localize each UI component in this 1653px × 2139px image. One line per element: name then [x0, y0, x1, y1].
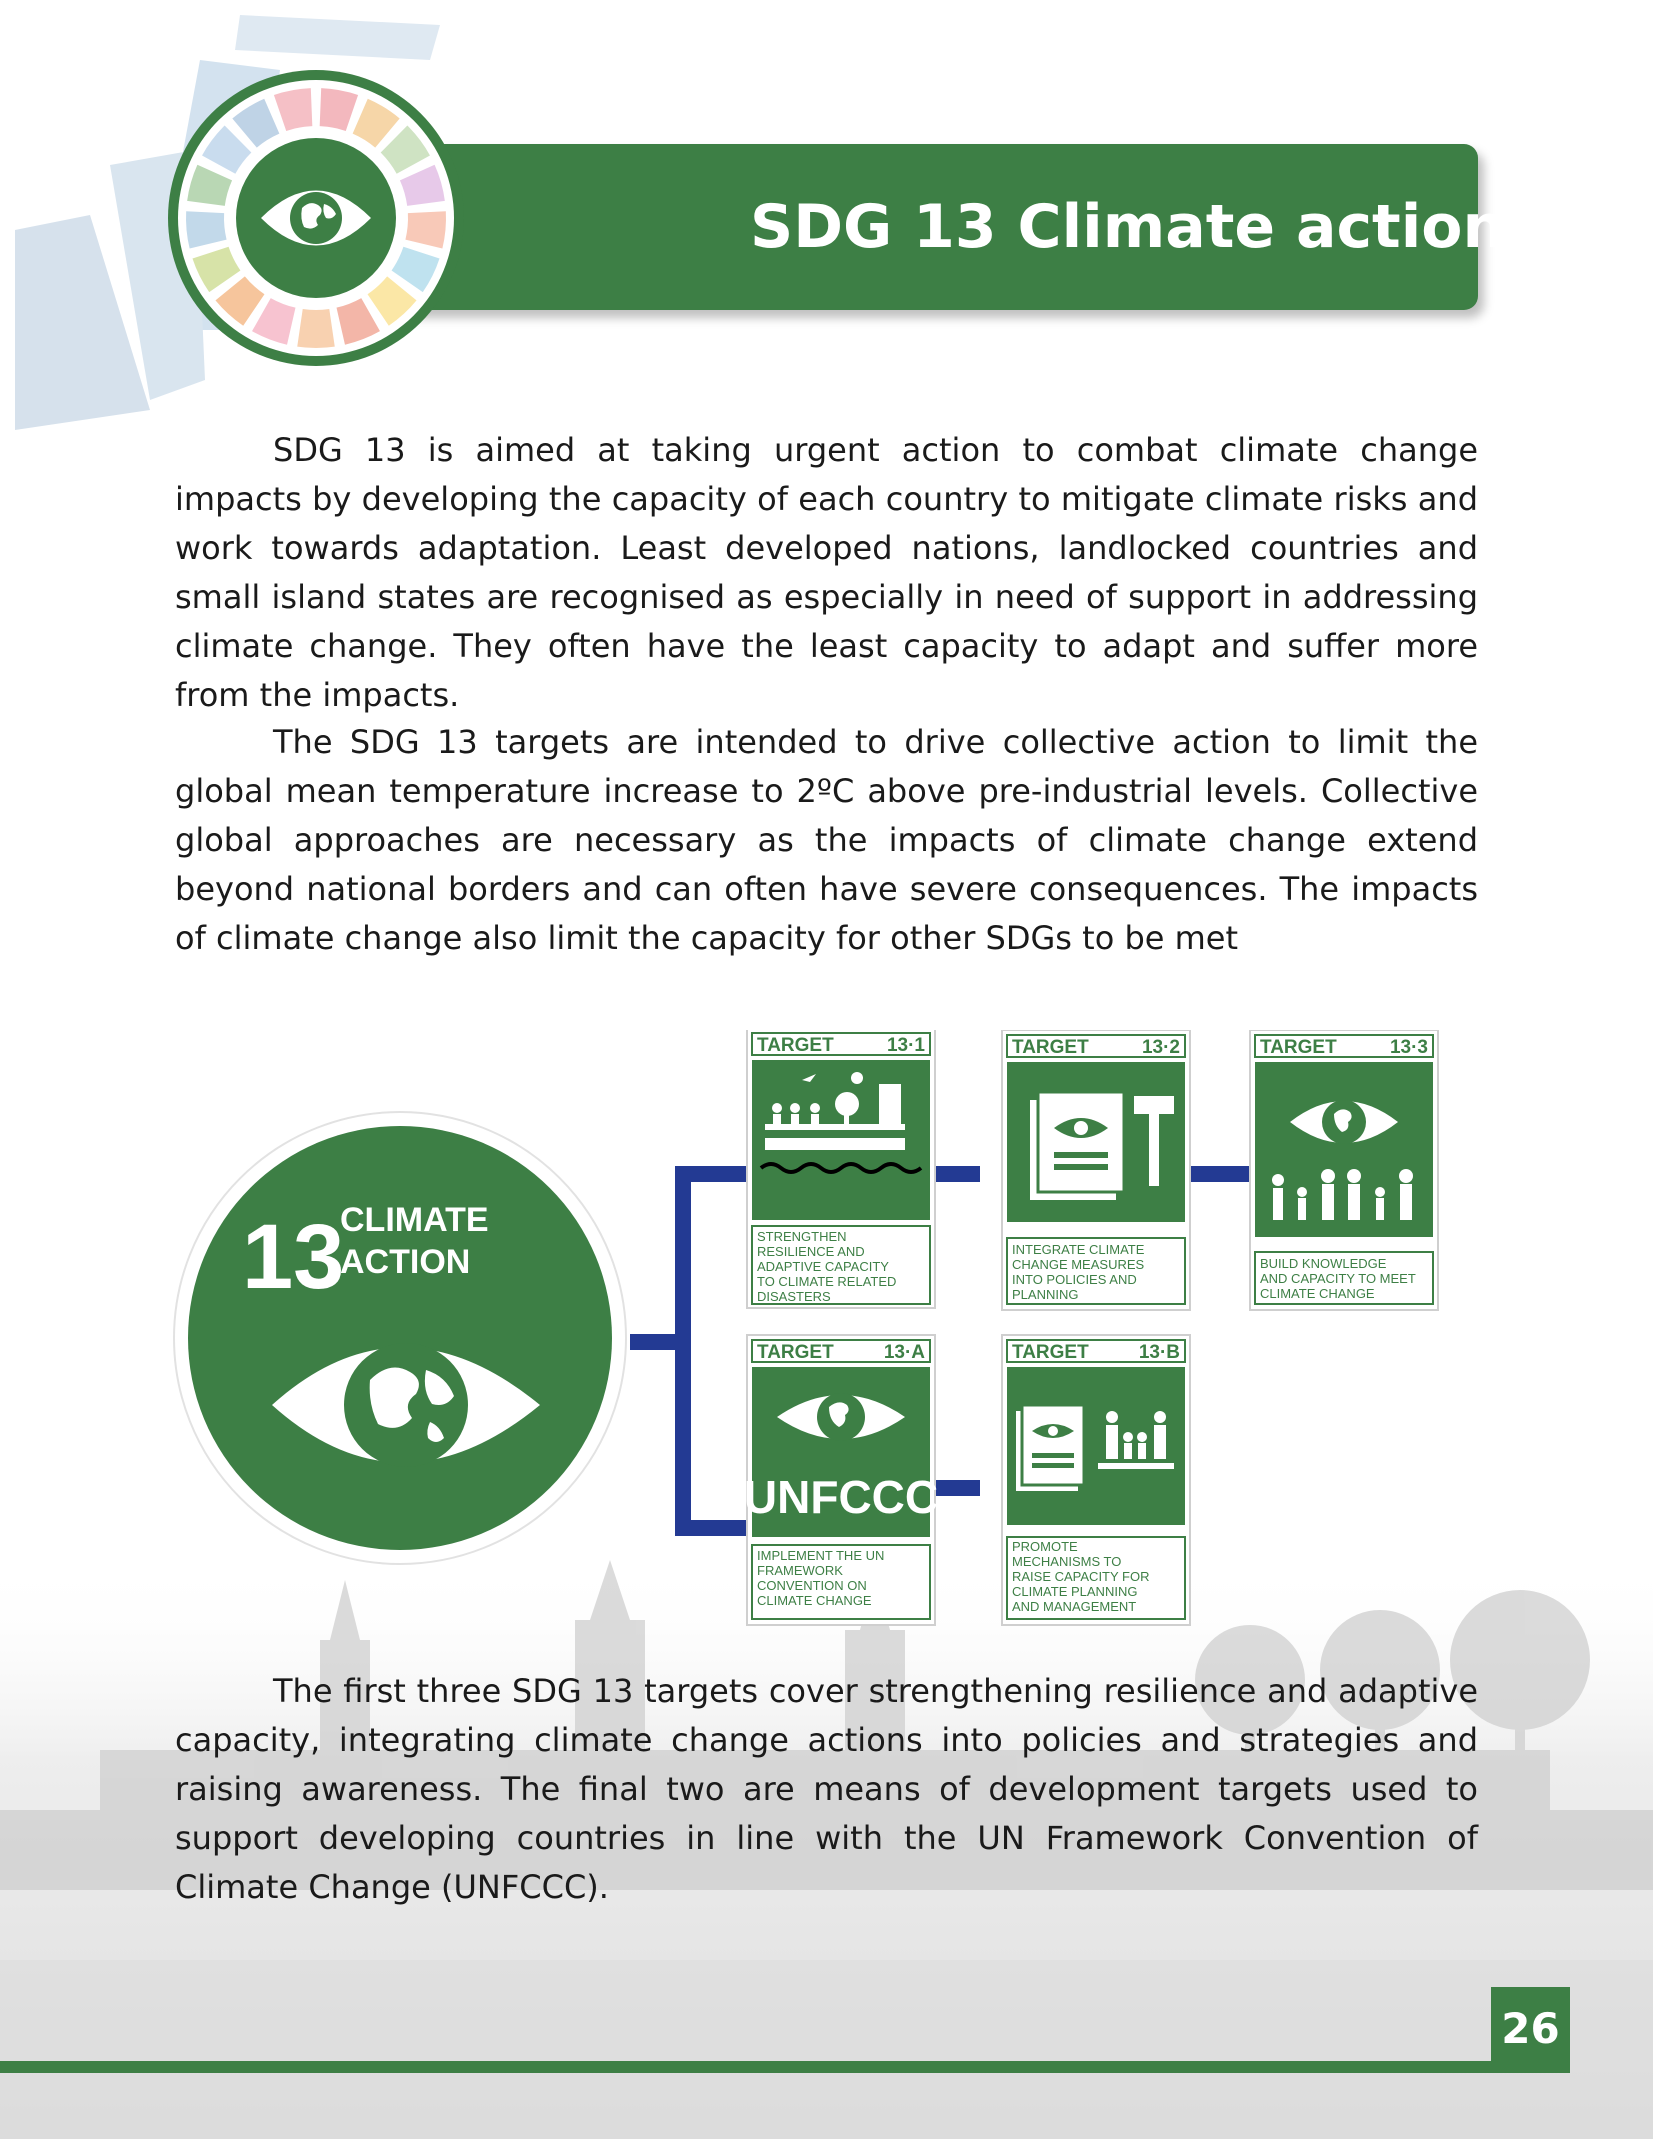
policy-gavel-icon: [1030, 1092, 1174, 1200]
sdg-wheel-logo: [166, 68, 466, 368]
wheel-segment: [297, 309, 335, 348]
target-number: 13·A: [883, 1342, 925, 1363]
target-description: BUILD KNOWLEDGE AND CAPACITY TO MEET CLIMATE CHANGE: [1260, 1256, 1416, 1301]
target-number: 13·3: [1389, 1037, 1428, 1058]
target-label: TARGET: [1012, 1342, 1089, 1363]
target-description: IMPLEMENT THE UN FRAMEWORK CONVENTION ON CLIMATE CHANGE: [757, 1548, 885, 1608]
title-banner: [330, 144, 1506, 310]
targets-summary-paragraph: The first three SDG 13 targets cover strengthening resilience and adaptive capacity, integrating climate change actions into policies and strategies and raising awareness. The final two are means of development targets used to support developing countries in line with the UN Framework Convention of Climate Change (UNFCCC).: [175, 1672, 1478, 1906]
page-number: 26: [1491, 1987, 1570, 2071]
target-description: STRENGTHEN RESILIENCE AND ADAPTIVE CAPACITY TO CLIMATE RELATED DISASTERS: [757, 1229, 897, 1304]
target-number: 13·1: [886, 1035, 925, 1056]
target-label: TARGET: [757, 1342, 834, 1363]
target-description: PROMOTE MECHANISMS TO RAISE CAPACITY FOR CLIMATE PLANNING AND MANAGEMENT: [1012, 1539, 1150, 1614]
sdg13-targets-diagram: [170, 1030, 1470, 1650]
targets-paragraph: The SDG 13 targets are intended to drive collective action to limit the global mean temperature increase to 2ºC above pre-industrial levels. Collective global approaches are necessary as the impacts of climate change extend beyond national borders and can often have severe consequences. The impacts of climate change also limit the capacity for other SDGs to be met: [175, 723, 1478, 957]
target-description: INTEGRATE CLIMATE CHANGE MEASURES INTO POLICIES AND PLANNING: [1012, 1242, 1145, 1302]
target-card-13-a: [744, 1335, 938, 1625]
target-label: TARGET: [1012, 1037, 1089, 1058]
target-card-13-1: [747, 1030, 935, 1308]
goal-title-line1: CLIMATE: [340, 1201, 489, 1239]
footer-rule: [0, 2061, 1570, 2073]
target-label: TARGET: [757, 1035, 834, 1056]
unfccc-label: UNFCCC: [743, 1471, 939, 1523]
target-card-13-2: [1002, 1030, 1190, 1310]
target-number: 13·B: [1138, 1342, 1180, 1363]
target-label: TARGET: [1260, 1037, 1337, 1058]
sdg13-goal-icon: [174, 1112, 626, 1564]
page-title: SDG 13 Climate action: [750, 192, 1506, 262]
intro-paragraph: SDG 13 is aimed at taking urgent action to combat climate change impacts by developing the capacity of each country to mitigate climate risks and work towards adaptation. Least developed nations, landlocked countries and small island states are recognised as especially in need of support in addressing climate change. They often have the least capacity to adapt and suffer more from the impacts.: [175, 431, 1478, 714]
target-card-13-3: [1250, 1030, 1438, 1310]
target-number: 13·2: [1141, 1037, 1180, 1058]
goal-number: 13: [242, 1206, 345, 1308]
target-card-13-b: [1002, 1335, 1190, 1625]
goal-title-line2: ACTION: [340, 1243, 471, 1281]
